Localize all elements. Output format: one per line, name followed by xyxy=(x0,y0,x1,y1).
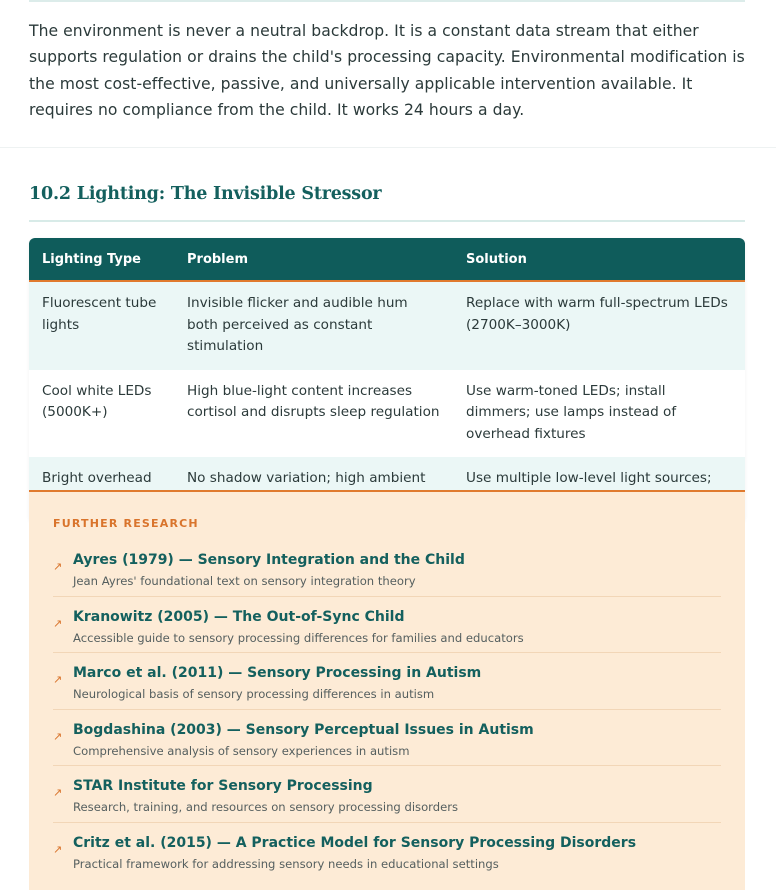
research-description: Jean Ayres' foundational text on sensory integration theory xyxy=(73,574,416,588)
section-heading: 10.2 Lighting: The Invisible Stressor xyxy=(29,184,382,204)
research-item[interactable] xyxy=(53,823,721,880)
heading-divider xyxy=(29,220,745,222)
header-solution: Solution xyxy=(466,251,527,267)
external-link-icon: ↗ xyxy=(53,729,63,743)
cell-lighting-type: Fluorescent tube lights xyxy=(42,295,157,333)
research-link[interactable]: Marco et al. (2011) — Sensory Processing in Autism xyxy=(73,665,482,681)
external-link-icon: ↗ xyxy=(53,616,63,630)
further-research-label: FURTHER RESEARCH xyxy=(53,517,199,530)
research-link[interactable]: Kranowitz (2005) — The Out-of-Sync Child xyxy=(73,608,405,625)
research-item[interactable] xyxy=(53,597,721,654)
research-item[interactable] xyxy=(53,766,721,823)
intro-panel xyxy=(0,0,776,148)
cell-solution: Replace with warm full-spectrum LEDs (2700K–3000K) xyxy=(466,295,728,333)
header-problem: Problem xyxy=(187,251,248,267)
research-description: Comprehensive analysis of sensory experiences in autism xyxy=(73,743,410,758)
cell-solution: Use warm-toned LEDs; install dimmers; use lamps instead of overhead fixtures xyxy=(466,382,677,442)
cell-solution: Use multiple low-level light sources; xyxy=(466,470,712,486)
table-header-row xyxy=(29,238,745,281)
research-item[interactable] xyxy=(53,540,721,597)
lighting-table xyxy=(29,238,745,523)
cell-lighting-type: Bright overhead xyxy=(42,470,152,486)
research-description: Accessible guide to sensory processing differences for families and educators xyxy=(73,630,524,645)
research-item[interactable] xyxy=(53,710,721,767)
external-link-icon: ↗ xyxy=(53,560,63,573)
table-row xyxy=(29,281,745,370)
cell-problem: High blue-light content increases cortisol and disrupts sleep regulation xyxy=(187,382,440,420)
research-link[interactable]: STAR Institute for Sensory Processing xyxy=(73,778,373,794)
research-description: Practical framework for addressing sensory needs in educational settings xyxy=(73,856,499,871)
cell-lighting-type: Cool white LEDs (5000K+) xyxy=(42,382,152,420)
research-description: Research, training, and resources on sensory processing disorders xyxy=(73,800,459,814)
research-link[interactable]: Bogdashina (2003) — Sensory Perceptual Issues in Autism xyxy=(73,721,534,738)
research-link[interactable]: Critz et al. (2015) — A Practice Model for Sensory Processing Disorders xyxy=(73,834,637,851)
header-lighting-type: Lighting Type xyxy=(42,251,141,267)
external-link-icon: ↗ xyxy=(53,842,63,856)
research-item[interactable] xyxy=(53,653,721,710)
external-link-icon: ↗ xyxy=(53,786,63,799)
research-list xyxy=(53,540,721,879)
table-row xyxy=(29,370,745,458)
cell-problem: No shadow variation; high ambient xyxy=(187,470,426,486)
intro-paragraph: The environment is never a neutral backdrop. It is a constant data stream that either supports regulation or drains the child's processing capacity. Environmental modification is the most cost-effective, passive, and universally applicable intervention available. It requires no compliance from the child. It works 24 hours a day. xyxy=(29,22,745,119)
research-link[interactable]: Ayres (1979) — Sensory Integration and the Child xyxy=(73,552,465,568)
intro-top-rule xyxy=(29,0,745,2)
cell-problem: Invisible flicker and audible hum both perceived as constant stimulation xyxy=(187,295,408,354)
further-research-panel xyxy=(29,490,745,890)
research-description: Neurological basis of sensory processing differences in autism xyxy=(73,687,435,701)
external-link-icon: ↗ xyxy=(53,673,63,686)
